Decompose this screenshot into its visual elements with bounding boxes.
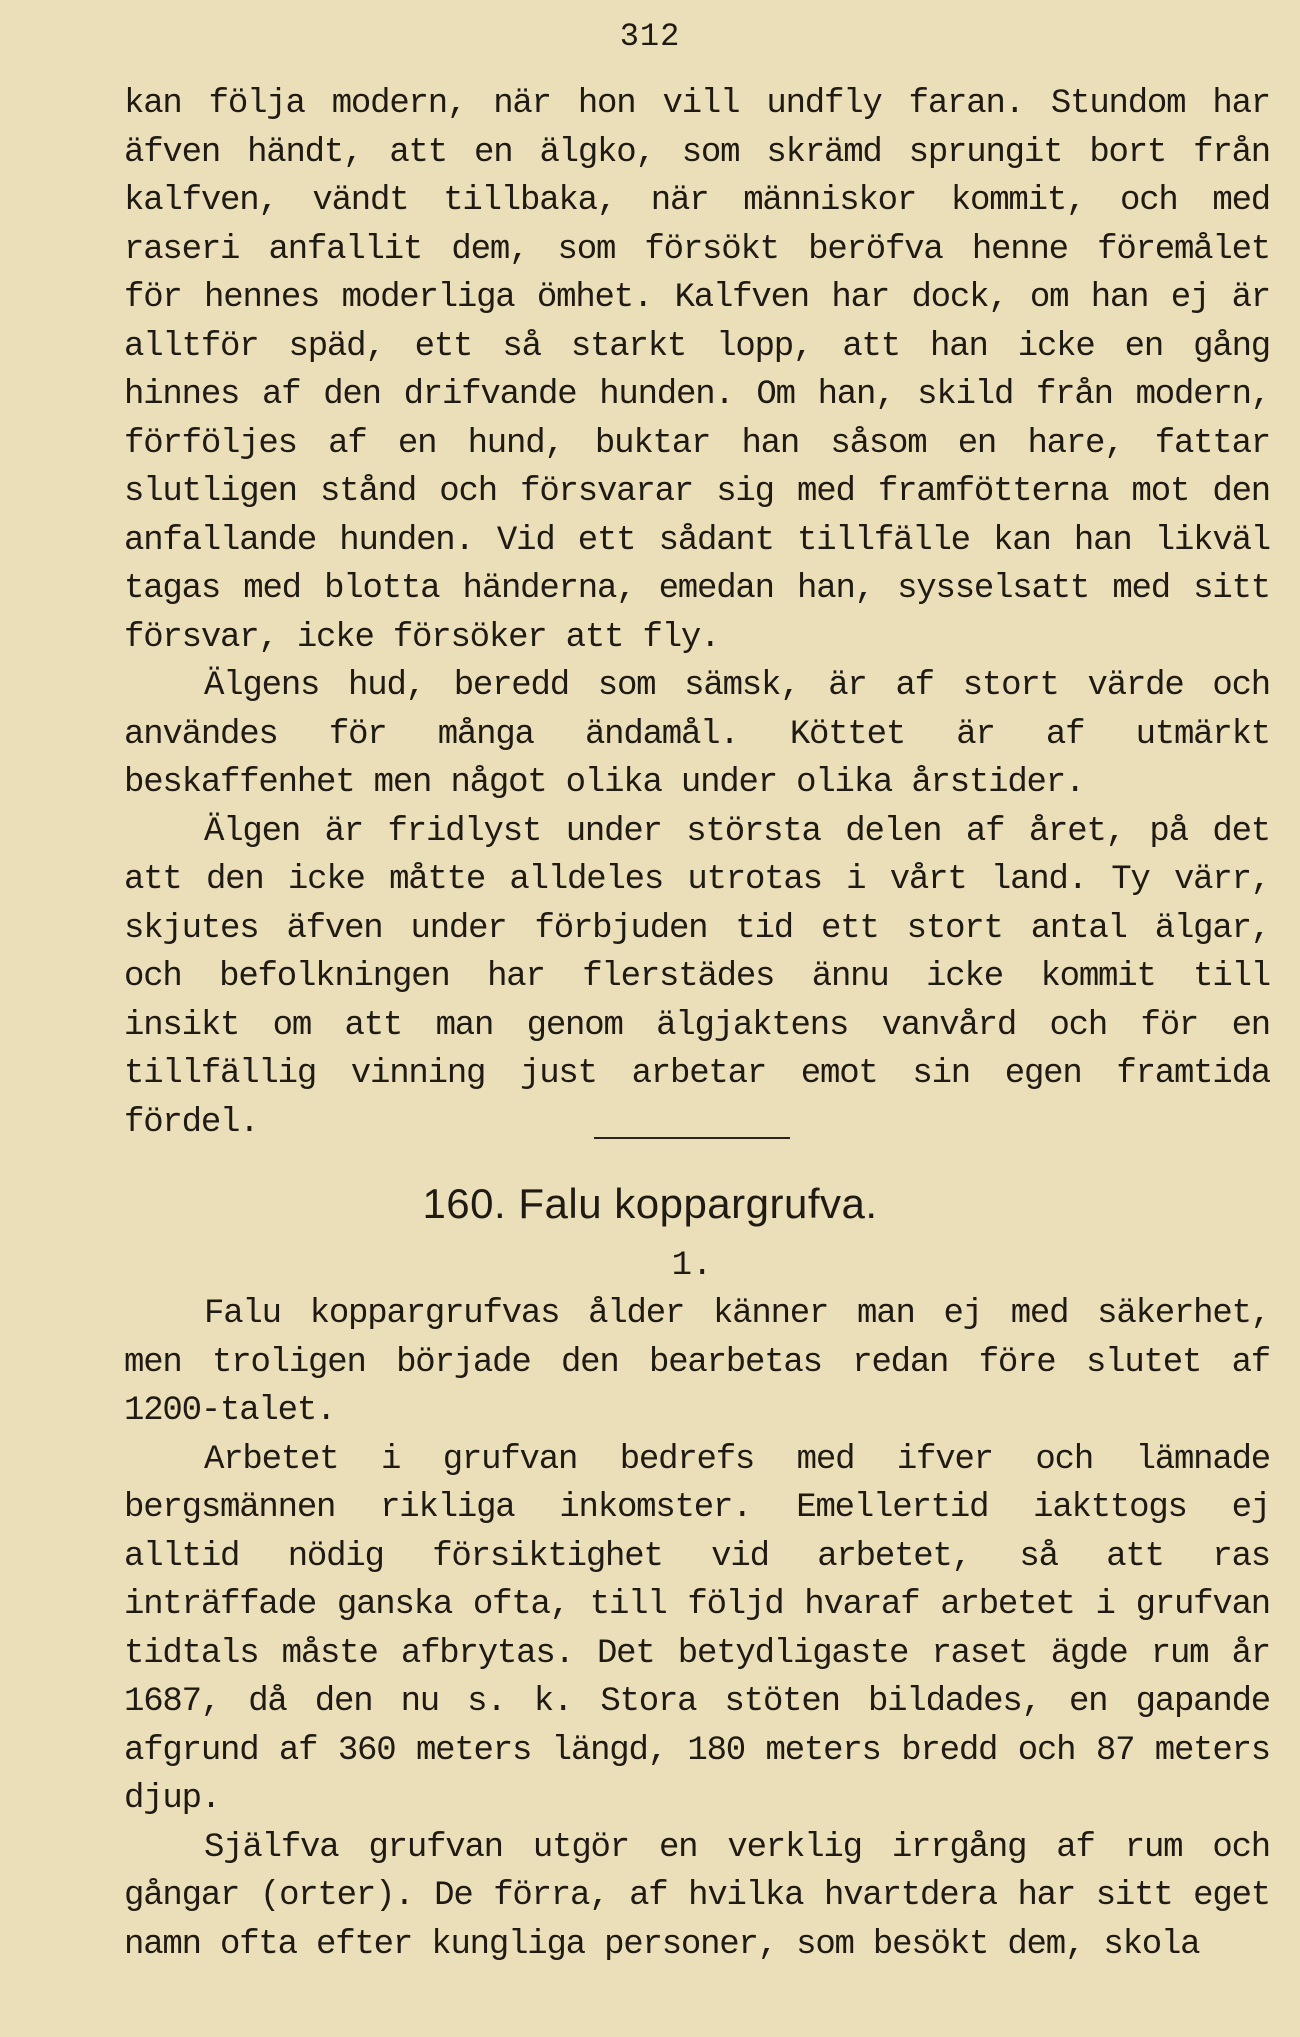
section-subheading: 1.: [671, 1247, 713, 1285]
paragraph: kan följa modern, när hon vill undfly faran. Stundom har äfven händt, att en älgko, som skrämd sprungit bort från kalfven, vändt tillbaka, när människor kommit, och med raseri anfallit dem, som försökt beröfva henne föremålet för hennes moderliga ömhet. Kalfven har dock, om han ej är alltför späd, ett så starkt lopp, att han icke en gång hinnes af den drifvande hunden. Om han, skild från modern, förföljes af en hund, buktar han såsom en hare, fattar slutligen stånd och försvarar sig med framfötterna mot den anfallande hunden. Vid ett sådant tillfälle kan han likväl tagas med blotta händerna, emedan han, sysselsatt med sitt försvar, icke försöker att fly.: [124, 85, 1270, 657]
section-divider: [594, 1137, 790, 1139]
text-block-top: [124, 80, 1270, 1147]
paragraph: Arbetet i grufvan bedrefs med ifver och lämnade bergsmännen rikliga inkomster. Emellertid iakttogs ej alltid nödig försiktighet vid arbetet, så att ras inträffade ganska ofta, till följd hvaraf arbetet i grufvan tidtals måste afbrytas. Det betydligaste raset ägde rum år 1687, då den nu s. k. Stora stöten bildades, en gapande afgrund af 360 meters längd, 180 meters bredd och 87 meters djup.: [124, 1440, 1270, 1818]
paragraph: Falu koppargrufvas ålder känner man ej med säkerhet, men troligen började den bearbetas redan före slutet af 1200-talet.: [124, 1295, 1270, 1430]
text-block-bottom: [124, 1290, 1270, 1969]
paragraph: Älgen är fridlyst under största delen af året, på det att den icke måtte alldeles utrotas i vårt land. Ty värr, skjutes äfven under förbjuden tid ett stort antal älgar, och befolkningen har flerstädes ännu icke kommit till insikt om att man genom älgjaktens vanvård och för en tillfällig vinning just arbetar emot sin egen framtida fördel.: [124, 812, 1270, 1142]
paragraph: Älgens hud, beredd som sämsk, är af stort värde och användes för många ändamål. Köttet är af utmärkt beskaffenhet men något olika under olika årstider.: [124, 667, 1270, 802]
page-number: 312: [619, 18, 681, 55]
section-heading: 160. Falu koppargrufva.: [422, 1180, 878, 1227]
paragraph: Själfva grufvan utgör en verklig irrgång af rum och gångar (orter). De förra, af hvilka hvartdera har sitt eget namn ofta efter kungliga personer, som besökt dem, skola: [124, 1828, 1270, 1964]
